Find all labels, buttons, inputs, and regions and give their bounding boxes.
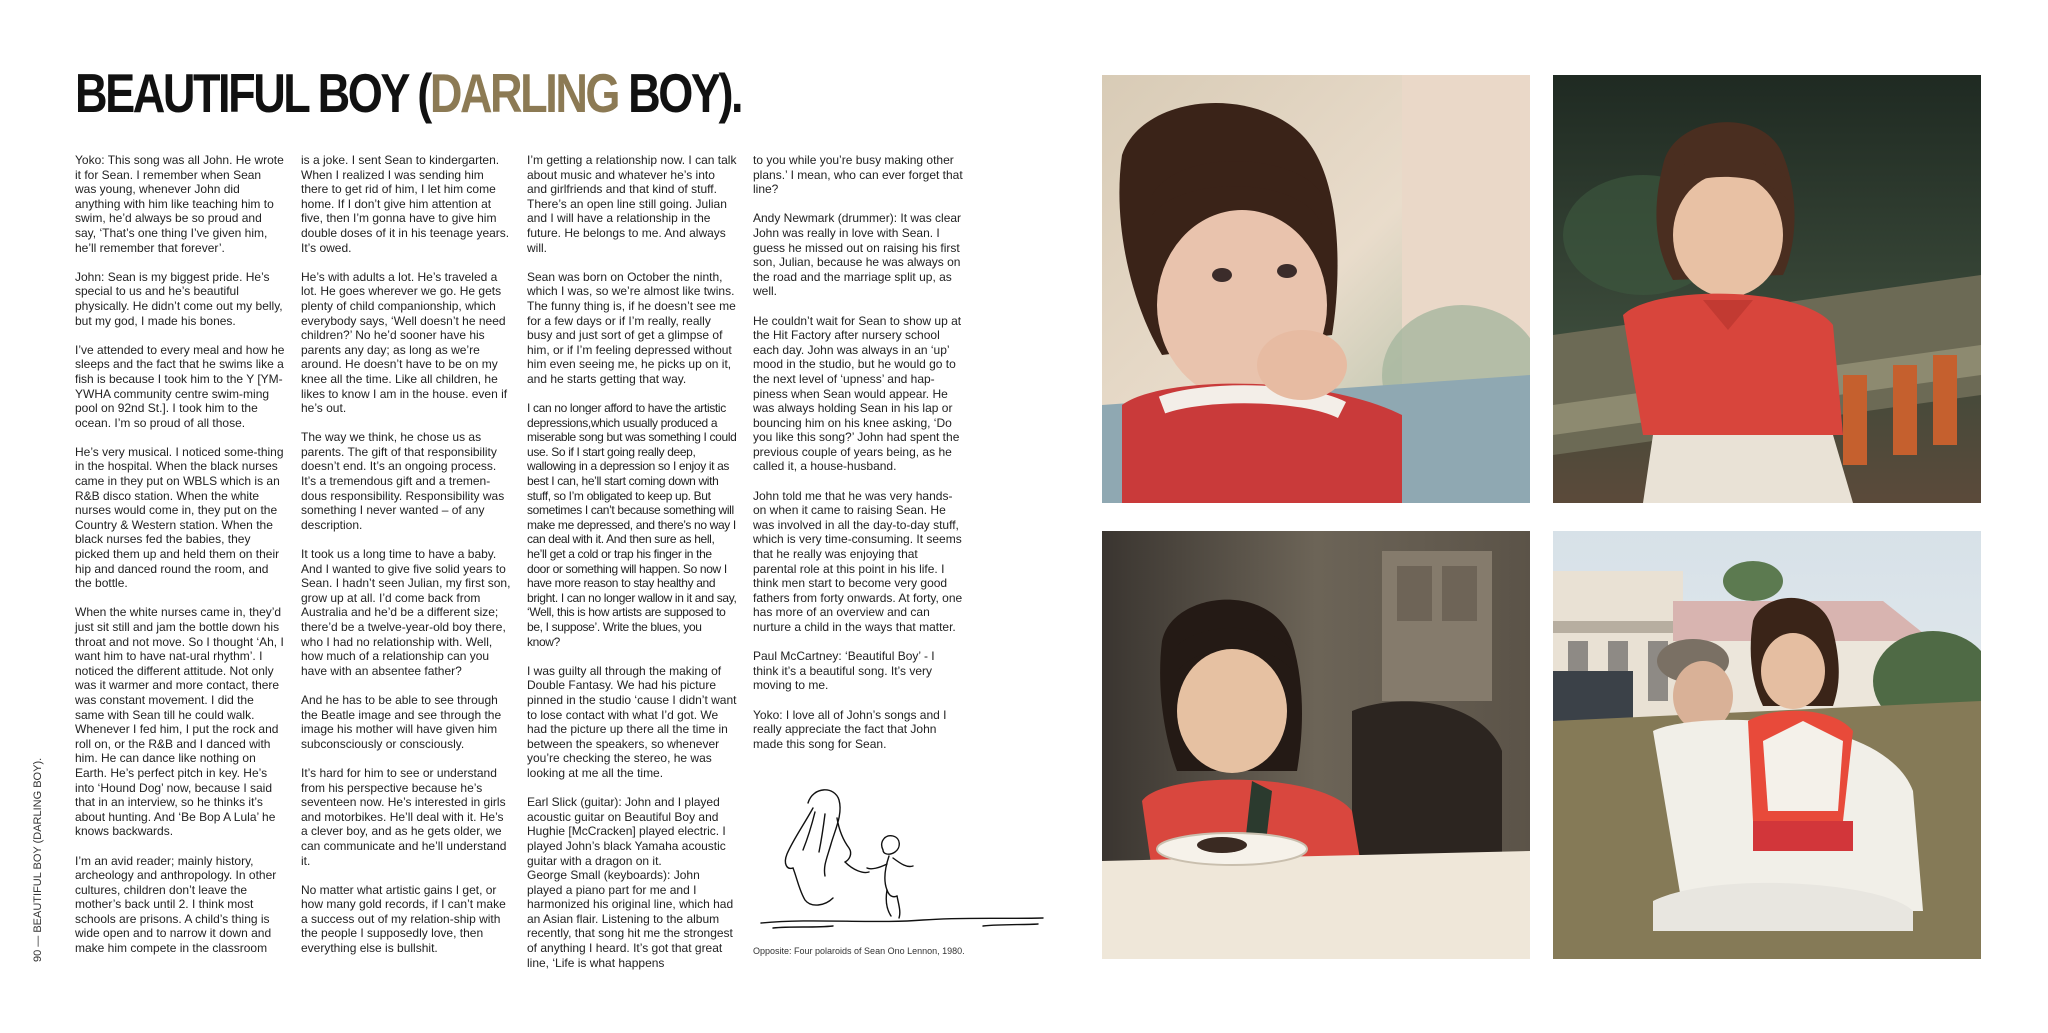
paragraph: I’m getting a relationship now. I can talk about music and whatever he’s into and girlfriends and that kind of stuff. There’s an open line still going. Julian and I will have a relationship in the future. He belongs to me. And always will. bbox=[527, 153, 737, 255]
paragraph: I’ve attended to every meal and how he sleeps and the fact that he swims like a fish is because I took him to the Y [YM-YWHA community centre swim-ming pool on 92nd St.]. I took him to the ocean. I’m so proud of all those. bbox=[75, 342, 285, 430]
title-part1: BEAUTIFUL BOY ( bbox=[75, 62, 430, 124]
photo-caption: Opposite: Four polaroids of Sean Ono Lennon, 1980. bbox=[753, 946, 965, 956]
page-folio: 90 — BEAUTIFUL BOY (DARLING BOY). bbox=[32, 757, 44, 962]
photo-image bbox=[1553, 75, 1981, 503]
paragraph: Earl Slick (guitar): John and I played acoustic guitar on Beautiful Boy and Hughie [McCracken] played electric. I played John’s black Yamaha acoustic guitar with a dragon on it. George Small (keyboards): John played a piano part for me and I harmonized his original line, which had an Asian flair. Listening to the album recently, that song hit me the strongest of anything I heard. It’s got that great line, ‘Life is what happens bbox=[527, 795, 734, 970]
paragraph: And he has to be able to see through the Beatle image and see through the image his mother will have given him subconsciously or consciously. bbox=[301, 692, 502, 751]
photo-image bbox=[1102, 531, 1530, 959]
title-part2: BOY). bbox=[618, 62, 742, 124]
paragraph: I’m an avid reader; mainly history, archeology and anthropology. In other cultures, children don’t leave the mother’s back until 2. I think most schools are prisons. A child’s thing is wide open and to narrow it down and make him compete in the classroom bbox=[75, 853, 277, 956]
paragraph: It took us a long time to have a baby. And I wanted to give five solid years to Sean. I hadn’t seen Julian, my first son, grow up at all. I’d come back from Australia and he’d be a different size; there’d be a twelve-year-old boy there, who I had no relationship with. Well, how much of a relationship can you have with an absentee father? bbox=[301, 547, 511, 678]
paragraph: John: Sean is my biggest pride. He’s special to us and he’s beautiful physically. He didn’t come out my belly, but my god, I made his bones. bbox=[75, 269, 283, 328]
paragraph: John told me that he was very hands-on when it came to raising Sean. He was involved in all the day-to-day stuff, which is very time-consuming. It seems that he really was enjoying that parental role at this point in his life. I think men start to become very good fathers from forty onwards. At forty, one has more of an overview and can nurture a child in the ways that matter. bbox=[753, 488, 963, 634]
paragraph: When the white nurses came in, they’d just sit still and jam the bottle down his throat and not move. So I thought ‘Ah, I want him to have nat-ural rhythm’. I noticed the different attitude. Not only was it warmer and more contact, there was constant movement. I did the same with Sean till he could walk. Whenever I fed him, I put the rock and roll on, or the R&B and I danced with him. He can dance like nothing on Earth. He’s perfect pitch in key. He’s into ‘Hound Dog’ now, because I said that in an interview, so he thinks it’s about hunting. And ‘Be Bop A Lula’ he knows backwards. bbox=[75, 605, 284, 839]
line-drawing-illustration bbox=[753, 778, 1053, 936]
polaroid-photo-3 bbox=[1102, 531, 1530, 959]
paragraph: He’s with adults a lot. He’s traveled a lot. He goes wherever we go. He gets plenty of child companionship, which everybody says, ‘Well doesn’t he need children?’ No he’d sooner have his parents any day; as long as we’re around. He doesn’t have to be on my knee all the time. Like all children, he likes to know I am in the house. even if he’s out. bbox=[301, 269, 508, 416]
text-column-3 bbox=[527, 153, 737, 985]
paragraph: I can no longer afford to have the artistic depressions,which usually produced a miserable song but was something I could use. So if I start going really deep, wallowing in a depression so I enjoy it as best I can, he’ll start coming down with stuff, so I’m obligated to keep up. But sometimes I can’t because something will make me depressed, and there’s no way I can deal with it. And then sure as hell, he’ll get a cold or trap his finger in the door or something will happen. So now I have more reason to stay healthy and bright. I can no longer wallow in it and say, ‘Well, this is how artists are supposed to be, I suppose’. Write the blues, you know? bbox=[527, 401, 737, 649]
sketch-icon bbox=[753, 778, 1053, 936]
paragraph: I was guilty all through the making of Double Fantasy. We had his picture pinned in the studio ‘cause I didn’t want to lose contact with what I’d got. We had the picture up there all the time in between the speakers, so whenever you’re checking the stereo, he was looking at me all the time. bbox=[527, 663, 737, 780]
title-accent: DARLING bbox=[429, 62, 619, 124]
paragraph: Yoko: I love all of John’s songs and I really appreciate the fact that John made this song for Sean. bbox=[753, 707, 947, 751]
text-column-2 bbox=[301, 153, 511, 970]
paragraph: No matter what artistic gains I get, or how many gold records, if I can’t make a success out of my relation-ship with the people I supposedly love, then everything else is bullshit. bbox=[301, 882, 506, 956]
paragraph: is a joke. I sent Sean to kindergarten. When I realized I was sending him there to get rid of him, I let him come home. If I don’t give him attention at five, then I’m gonna have to give him double doses of it in his teenage years. It’s owed. bbox=[301, 153, 510, 255]
text-column-1 bbox=[75, 153, 285, 970]
paragraph: Paul McCartney: ‘Beautiful Boy’ - I think it’s a beautiful song. It’s very moving to me. bbox=[753, 649, 935, 693]
page-title bbox=[75, 62, 742, 124]
paragraph: He couldn’t wait for Sean to show up at the Hit Factory after nursery school each day. John was always in an ‘up’ mood in the studio, but he would go to the next level of ‘upness’ and hap-piness when Sean would appear. He was always holding Sean in his lap or bouncing him on his knee asking, ‘Do you like this song?’ John had spent the previous couple of years being, as he called it, a house-husband. bbox=[753, 313, 962, 474]
polaroid-photo-2 bbox=[1553, 75, 1981, 503]
paragraph: Andy Newmark (drummer): It was clear John was really in love with Sean. I guess he missed out on raising his first son, Julian, because he was always on the road and the marriage split up, as well. bbox=[753, 211, 962, 299]
paragraph: The way we think, he chose us as parents. The gift of that responsibility doesn’t end. It’s an ongoing process. It’s a tremendous gift and a tremen-dous responsibility. Responsibility was something I never wanted – of any description. bbox=[301, 430, 505, 532]
polaroid-photo-4 bbox=[1553, 531, 1981, 959]
paragraph: Sean was born on October the ninth, which I was, so we’re almost like twins. The funny thing is, if he doesn’t see me for a few days or if I’m really, really busy and just sort of get a glimpse of him, or if I’m feeling depressed without him even seeing me, he picks up on it, and he starts getting that way. bbox=[527, 269, 736, 386]
photo-image bbox=[1102, 75, 1530, 503]
paragraph: to you while you’re busy making other plans.’ I mean, who can ever forget that line? bbox=[753, 153, 963, 197]
photo-image bbox=[1553, 531, 1981, 959]
text-column-4 bbox=[753, 153, 963, 766]
polaroid-photo-1 bbox=[1102, 75, 1530, 503]
paragraph: It’s hard for him to see or understand from his perspective because he’s seventeen now. He’s interested in girls and motorbikes. He’ll deal with it. He’s a clever boy, and as he gets older, we can communicate and he’ll understand it. bbox=[301, 765, 507, 868]
paragraph: He’s very musical. I noticed some-thing in the hospital. When the black nurses came in they put on WBLS which is an R&B disco station. When the white nurses would come in, they put on the Country & Western station. When the black nurses fed the babies, they picked them up and held them on their hip and danced round the room, and the bottle. bbox=[75, 444, 284, 591]
paragraph: Yoko: This song was all John. He wrote it for Sean. I remember when Sean was young, whenever John did anything with him like teaching him to swim, he’d always be so proud and say, ‘That’s one thing I’ve given him, he’ll remember that forever’. bbox=[75, 153, 284, 255]
